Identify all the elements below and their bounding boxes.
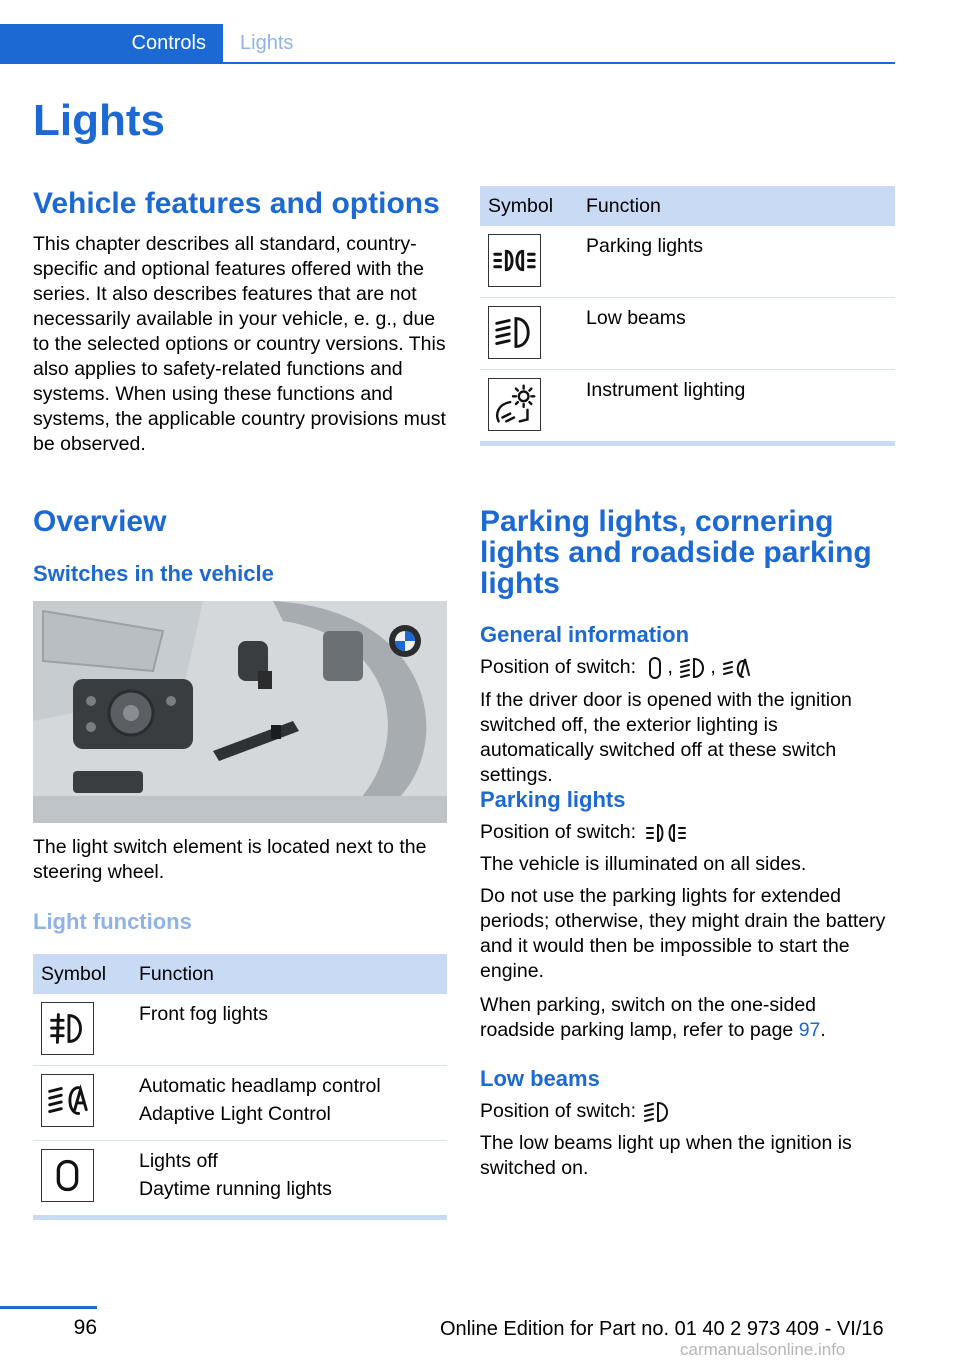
lights-off-icon xyxy=(41,1149,94,1202)
column-header-symbol: Symbol xyxy=(480,186,578,226)
function-label: Daytime running lights xyxy=(139,1178,332,1200)
low-beams-icon xyxy=(488,306,541,359)
column-header-symbol: Symbol xyxy=(33,954,131,994)
table-row xyxy=(33,994,447,1066)
header-bar xyxy=(0,24,895,64)
function-label: Lights off xyxy=(139,1150,218,1172)
general-position-line: Position of switch: , , xyxy=(480,655,895,681)
light-functions-table xyxy=(33,954,447,1220)
function-label: Front fog lights xyxy=(139,1003,268,1025)
parking-body-2: Do not use the parking lights for extended periods; otherwise, they might drain the battery and it would then be impossible to start the engine. xyxy=(480,885,886,982)
low-beams-heading: Low beams xyxy=(480,1066,600,1091)
position-label: Position of switch: xyxy=(480,1100,637,1123)
general-info-heading: General information xyxy=(480,622,690,647)
edition-footer: Online Edition for Part no. 01 40 2 973 409 - VI/16 xyxy=(440,1318,884,1340)
parking-section-heading: Parking lights, cornering lights and roadside parking lights xyxy=(480,505,872,600)
watermark: carmanualsonline.info xyxy=(680,1340,846,1359)
table-row xyxy=(33,1141,447,1218)
page-number-rule xyxy=(0,1306,97,1309)
instrument-lighting-icon xyxy=(488,378,541,431)
automatic-headlamp-icon xyxy=(721,655,753,681)
light-functions-heading: Light functions xyxy=(33,909,192,934)
front-fog-lights-icon xyxy=(41,1002,94,1055)
table-row xyxy=(480,370,895,444)
page-reference-link[interactable]: 97 xyxy=(798,1019,821,1041)
table-row xyxy=(33,1066,447,1141)
page-title: Lights xyxy=(33,96,165,145)
column-header-function: Function xyxy=(131,954,447,994)
vehicle-features-heading: Vehicle features and options xyxy=(33,187,440,220)
lights-off-icon xyxy=(642,655,668,681)
vehicle-features-body: This chapter describes all standard, country-specific and optional features offered with the series. It also describes features that are not necessarily available in your vehicle, e. g., due to the selected options or country versions. This also applies to safety-related functions and systems. When using these functions and systems, the applicable country provisions must be observed. xyxy=(33,233,446,455)
table-row xyxy=(480,226,895,298)
section-tab-controls[interactable]: Controls xyxy=(0,24,223,62)
parking-body-3-end: . xyxy=(820,1019,826,1041)
parking-body-3 xyxy=(480,993,895,1043)
parking-body-3-text: When parking, switch on the one-sided roadside parking lamp, refer to page xyxy=(480,994,817,1041)
switches-heading: Switches in the vehicle xyxy=(33,561,274,586)
parking-lights-heading: Parking lights xyxy=(480,787,626,812)
light-symbols-table xyxy=(480,186,895,446)
general-info-body: If the driver door is opened with the ignition switched off, the exterior lighting is automatically switched off at these switch settings. xyxy=(480,689,852,786)
position-label: Position of switch: xyxy=(480,656,637,679)
function-label: Adaptive Light Control xyxy=(139,1103,331,1125)
parking-lights-low-icon xyxy=(678,655,710,681)
low-beams-body: The low beams light up when the ignition is switched on. xyxy=(480,1132,852,1179)
parking-lights-icon xyxy=(642,820,690,846)
parking-body-1: The vehicle is illuminated on all sides. xyxy=(480,853,807,875)
automatic-headlamp-icon xyxy=(41,1074,94,1127)
light-switch-photo xyxy=(33,601,447,823)
low-beams-icon xyxy=(642,1099,674,1125)
table-row xyxy=(480,298,895,370)
parking-lights-icon xyxy=(488,234,541,287)
column-header-function: Function xyxy=(578,186,895,226)
position-label: Position of switch: xyxy=(480,821,637,844)
low-beams-position-line xyxy=(480,1099,895,1125)
photo-caption: The light switch element is located next to the steering wheel. xyxy=(33,836,427,883)
parking-position-line xyxy=(480,820,895,846)
section-tab-lights[interactable]: Lights xyxy=(240,32,294,54)
function-label: Instrument lighting xyxy=(586,379,746,401)
page-number: 96 xyxy=(73,1316,97,1339)
overview-heading: Overview xyxy=(33,505,167,538)
function-label: Automatic headlamp control xyxy=(139,1075,381,1097)
function-label: Low beams xyxy=(586,307,686,329)
function-label: Parking lights xyxy=(586,235,704,257)
